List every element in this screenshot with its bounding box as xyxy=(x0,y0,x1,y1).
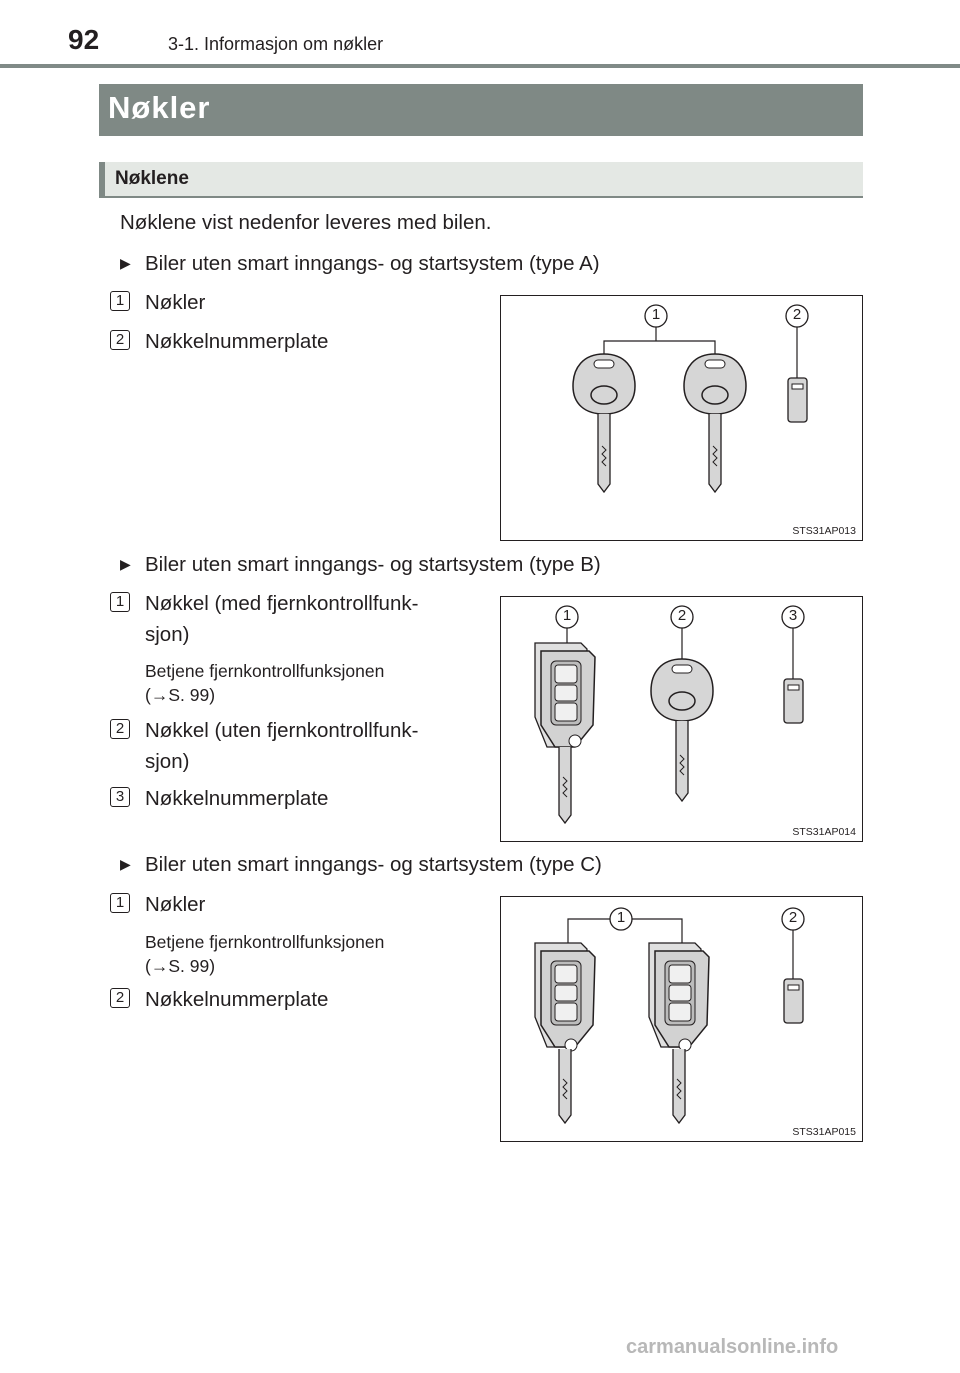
section-c-note-line2: (→S. 99) xyxy=(145,956,216,976)
key-icon xyxy=(684,354,746,492)
section-b-heading: Biler uten smart inngangs- og startsystem (type B) xyxy=(145,553,601,576)
section-c-item-2: Nøkkelnummerplate xyxy=(145,988,329,1011)
section-b-item-2-line2: sjon) xyxy=(145,750,190,773)
callout-1: 1 xyxy=(651,306,661,323)
figure-type-b xyxy=(500,596,863,842)
item-number-badge: 1 xyxy=(110,291,130,311)
section-b-note-line2: (→S. 99) xyxy=(145,685,216,705)
section-c-item-1: Nøkler xyxy=(145,893,206,916)
figure-code: STS31AP015 xyxy=(792,1126,856,1138)
section-b-note-line1: Betjene fjernkontrollfunksjonen xyxy=(145,661,385,681)
triangle-right-icon: ▶ xyxy=(120,556,131,572)
section-b-item-2-line1: Nøkkel (uten fjernkontrollfunk- xyxy=(145,719,419,742)
figure-type-c xyxy=(500,896,863,1142)
section-title: Nøkler xyxy=(108,90,211,125)
figure-code: STS31AP013 xyxy=(792,525,856,537)
key-icon xyxy=(651,659,713,801)
section-b-item-3: Nøkkelnummerplate xyxy=(145,787,329,810)
remote-key-icon xyxy=(649,943,709,1123)
triangle-right-icon: ▶ xyxy=(120,856,131,872)
figure-type-a xyxy=(500,295,863,541)
key-icon xyxy=(573,354,635,492)
item-number-badge: 2 xyxy=(110,988,130,1008)
figure-code: STS31AP014 xyxy=(792,826,856,838)
callout-2: 2 xyxy=(677,607,687,624)
callout-3: 3 xyxy=(788,607,798,624)
running-head: 3-1. Informasjon om nøkler xyxy=(168,34,384,54)
callout-2: 2 xyxy=(792,306,802,323)
section-b-item-1-line1: Nøkkel (med fjernkontrollfunk- xyxy=(145,592,419,615)
subsection-bar xyxy=(99,162,863,198)
intro-text: Nøklene vist nedenfor leveres med bilen. xyxy=(120,211,492,234)
key-number-plate-icon xyxy=(788,378,807,422)
watermark: carmanualsonline.info xyxy=(626,1336,839,1358)
section-c-heading: Biler uten smart inngangs- og startsystem (type C) xyxy=(145,853,602,876)
page-number: 92 xyxy=(68,24,100,55)
section-c-note-line1: Betjene fjernkontrollfunksjonen xyxy=(145,932,385,952)
item-number-badge: 2 xyxy=(110,719,130,739)
key-number-plate-icon xyxy=(784,979,803,1023)
callout-1: 1 xyxy=(616,909,626,926)
remote-key-icon xyxy=(535,643,595,823)
key-number-plate-icon xyxy=(784,679,803,723)
remote-key-icon xyxy=(535,943,595,1123)
item-number-badge: 2 xyxy=(110,330,130,350)
callout-1: 1 xyxy=(562,607,572,624)
section-a-item-1: Nøkler xyxy=(145,291,206,314)
section-a-item-2: Nøkkelnummerplate xyxy=(145,330,329,353)
subsection-title: Nøklene xyxy=(115,168,189,189)
item-number-badge: 3 xyxy=(110,787,130,807)
item-number-badge: 1 xyxy=(110,592,130,612)
item-number-badge: 1 xyxy=(110,893,130,913)
triangle-right-icon: ▶ xyxy=(120,255,131,271)
section-b-item-1-line2: sjon) xyxy=(145,623,190,646)
section-title-bar xyxy=(99,84,863,136)
callout-2: 2 xyxy=(788,909,798,926)
header-rule xyxy=(0,64,960,68)
section-a-heading: Biler uten smart inngangs- og startsystem (type A) xyxy=(145,252,600,275)
